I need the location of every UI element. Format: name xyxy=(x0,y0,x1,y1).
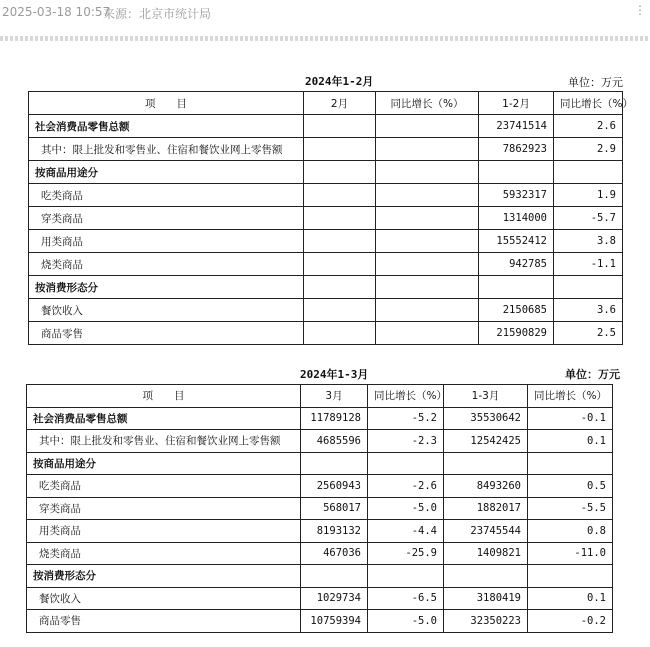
month-value: 10759394 xyxy=(301,610,368,633)
cumulative-value: 1882017 xyxy=(444,497,528,520)
month-yoy: -5.0 xyxy=(368,497,444,520)
table-row xyxy=(27,407,613,430)
row-label: 按商品用途分 xyxy=(29,161,304,184)
month-yoy xyxy=(376,253,479,276)
header-yoy-cumulative: 同比增长（%） xyxy=(554,92,623,115)
month-yoy xyxy=(376,115,479,138)
cumulative-yoy: 0.1 xyxy=(528,430,613,453)
cumulative-value: 15552412 xyxy=(479,230,554,253)
cumulative-value: 23745544 xyxy=(444,520,528,543)
row-label: 吃类商品 xyxy=(29,184,304,207)
cumulative-value: 1409821 xyxy=(444,542,528,565)
month-yoy xyxy=(376,161,479,184)
row-label: 其中：限上批发和零售业、住宿和餐饮业网上零售额 xyxy=(29,138,304,161)
header-yoy-cumulative: 同比增长（%） xyxy=(528,385,613,408)
row-label: 社会消费品零售总额 xyxy=(27,407,301,430)
row-label: 用类商品 xyxy=(29,230,304,253)
row-label: 其中：限上批发和零售业、住宿和餐饮业网上零售额 xyxy=(27,430,301,453)
cumulative-value: 1314000 xyxy=(479,207,554,230)
month-value: 467036 xyxy=(301,542,368,565)
cumulative-yoy: -11.0 xyxy=(528,542,613,565)
header-month: 2月 xyxy=(304,92,376,115)
row-label: 穿类商品 xyxy=(27,497,301,520)
cumulative-value: 12542425 xyxy=(444,430,528,453)
month-value xyxy=(301,565,368,588)
table-row xyxy=(29,230,623,253)
dotted-divider xyxy=(0,36,650,41)
month-value: 1029734 xyxy=(301,587,368,610)
month-yoy xyxy=(368,565,444,588)
month-value xyxy=(304,276,376,299)
table-row xyxy=(29,161,623,184)
month-yoy xyxy=(376,322,479,345)
row-label: 用类商品 xyxy=(27,520,301,543)
row-label: 商品零售 xyxy=(29,322,304,345)
row-label: 餐饮收入 xyxy=(29,299,304,322)
month-yoy xyxy=(376,299,479,322)
month-yoy: -4.4 xyxy=(368,520,444,543)
row-label: 社会消费品零售总额 xyxy=(29,115,304,138)
header-cumulative: 1-3月 xyxy=(444,385,528,408)
cumulative-yoy: 2.5 xyxy=(554,322,623,345)
table-2-title: 2024年1-3月 xyxy=(300,368,369,381)
row-label: 餐饮收入 xyxy=(27,587,301,610)
cumulative-yoy: 0.8 xyxy=(528,520,613,543)
month-value xyxy=(304,322,376,345)
cumulative-value: 21590829 xyxy=(479,322,554,345)
month-value xyxy=(304,161,376,184)
table-header-row xyxy=(27,385,613,408)
month-yoy xyxy=(376,207,479,230)
month-value xyxy=(304,299,376,322)
row-label: 商品零售 xyxy=(27,610,301,633)
month-value: 568017 xyxy=(301,497,368,520)
row-label: 按消费形态分 xyxy=(27,565,301,588)
header-yoy-month: 同比增长（%） xyxy=(376,92,479,115)
month-yoy xyxy=(368,452,444,475)
table-row xyxy=(27,610,613,633)
cumulative-value xyxy=(479,161,554,184)
header-cumulative: 1-2月 xyxy=(479,92,554,115)
more-options-icon[interactable]: ⋮ xyxy=(634,3,646,17)
cumulative-yoy: 2.9 xyxy=(554,138,623,161)
table-row xyxy=(29,184,623,207)
month-yoy xyxy=(376,184,479,207)
header-item: 项 目 xyxy=(29,92,304,115)
cumulative-value xyxy=(444,565,528,588)
cumulative-value: 2150685 xyxy=(479,299,554,322)
table-2-body xyxy=(27,407,613,632)
header-item: 项 目 xyxy=(27,385,301,408)
month-yoy: -25.9 xyxy=(368,542,444,565)
cumulative-value: 32350223 xyxy=(444,610,528,633)
table-row xyxy=(29,253,623,276)
row-label: 按商品用途分 xyxy=(27,452,301,475)
cumulative-yoy: 2.6 xyxy=(554,115,623,138)
cumulative-yoy: 3.8 xyxy=(554,230,623,253)
table-row xyxy=(27,452,613,475)
month-yoy xyxy=(376,230,479,253)
table-row xyxy=(27,565,613,588)
month-yoy xyxy=(376,138,479,161)
cumulative-yoy: 3.6 xyxy=(554,299,623,322)
table-1 xyxy=(28,91,633,345)
row-label: 烧类商品 xyxy=(27,542,301,565)
table-row xyxy=(29,207,623,230)
cumulative-yoy: -5.7 xyxy=(554,207,623,230)
month-yoy: -6.5 xyxy=(368,587,444,610)
row-label: 烧类商品 xyxy=(29,253,304,276)
cumulative-value: 35530642 xyxy=(444,407,528,430)
month-yoy: -5.2 xyxy=(368,407,444,430)
table-row xyxy=(29,115,623,138)
month-yoy xyxy=(376,276,479,299)
row-label: 穿类商品 xyxy=(29,207,304,230)
cumulative-yoy: -0.1 xyxy=(528,407,613,430)
cumulative-value: 23741514 xyxy=(479,115,554,138)
cumulative-yoy: -0.2 xyxy=(528,610,613,633)
article-meta-bar xyxy=(0,0,650,26)
table-row xyxy=(29,299,623,322)
cumulative-yoy: -1.1 xyxy=(554,253,623,276)
cumulative-yoy xyxy=(528,565,613,588)
table-row xyxy=(27,542,613,565)
table-row xyxy=(27,430,613,453)
month-yoy: -5.0 xyxy=(368,610,444,633)
cumulative-yoy: 0.5 xyxy=(528,475,613,498)
cumulative-yoy xyxy=(528,452,613,475)
month-value xyxy=(304,253,376,276)
table-1-unit: 单位：万元 xyxy=(568,76,623,89)
cumulative-value: 5932317 xyxy=(479,184,554,207)
header-yoy-month: 同比增长（%） xyxy=(368,385,444,408)
source-label: 来源：北京市统计局 xyxy=(103,7,212,21)
cumulative-value: 942785 xyxy=(479,253,554,276)
table-row xyxy=(27,587,613,610)
cumulative-value xyxy=(444,452,528,475)
month-value xyxy=(304,184,376,207)
month-value xyxy=(304,138,376,161)
cumulative-yoy xyxy=(554,276,623,299)
table-1-title: 2024年1-2月 xyxy=(305,75,374,88)
cumulative-value xyxy=(479,276,554,299)
table-row xyxy=(27,520,613,543)
table-1-body xyxy=(29,115,623,345)
month-value: 11789128 xyxy=(301,407,368,430)
table-header-row xyxy=(29,92,623,115)
month-value: 4685596 xyxy=(301,430,368,453)
cumulative-value: 3180419 xyxy=(444,587,528,610)
cumulative-yoy: 0.1 xyxy=(528,587,613,610)
month-value xyxy=(301,452,368,475)
cumulative-value: 7862923 xyxy=(479,138,554,161)
month-value xyxy=(304,230,376,253)
table-2-unit: 单位：万元 xyxy=(565,368,620,381)
table-2 xyxy=(26,384,613,633)
cumulative-yoy: -5.5 xyxy=(528,497,613,520)
row-label: 吃类商品 xyxy=(27,475,301,498)
table-row xyxy=(29,276,623,299)
header-month: 3月 xyxy=(301,385,368,408)
table-row xyxy=(27,475,613,498)
month-value xyxy=(304,115,376,138)
cumulative-value: 8493260 xyxy=(444,475,528,498)
table-row xyxy=(27,497,613,520)
month-yoy: -2.6 xyxy=(368,475,444,498)
month-yoy: -2.3 xyxy=(368,430,444,453)
table-row xyxy=(29,322,623,345)
table-row xyxy=(29,138,623,161)
row-label: 按消费形态分 xyxy=(29,276,304,299)
month-value xyxy=(304,207,376,230)
cumulative-yoy xyxy=(554,161,623,184)
month-value: 8193132 xyxy=(301,520,368,543)
month-value: 2560943 xyxy=(301,475,368,498)
cumulative-yoy: 1.9 xyxy=(554,184,623,207)
publish-datetime: 2025-03-18 10:57 xyxy=(2,5,111,19)
